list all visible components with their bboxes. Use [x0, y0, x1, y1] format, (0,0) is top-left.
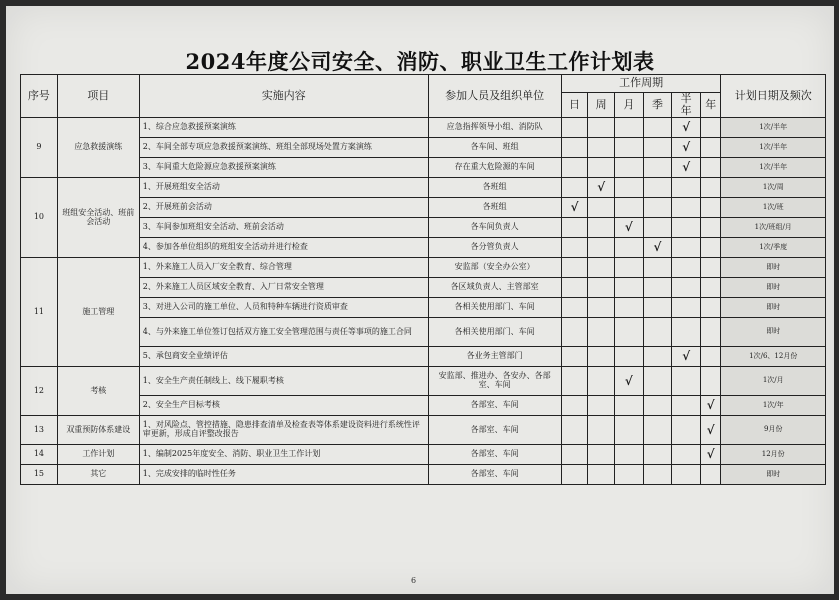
table-row	[21, 138, 826, 158]
row-participants: 各区域负责人、主管部室	[428, 278, 561, 298]
check-mark-icon: √	[614, 367, 643, 396]
cycle-cell	[588, 416, 615, 445]
row-participants: 应急指挥领导小组、消防队	[428, 118, 561, 138]
table-row	[21, 158, 826, 178]
row-participants: 安监部（安全办公室）	[428, 258, 561, 278]
table-row	[21, 198, 826, 218]
cycle-cell	[561, 258, 588, 278]
table-row	[21, 258, 826, 278]
row-schedule: 即时	[721, 278, 826, 298]
cycle-cell	[561, 445, 588, 465]
cycle-cell	[643, 158, 672, 178]
row-item: 班组安全活动、班前会活动	[57, 178, 139, 258]
row-schedule: 1次/月	[721, 367, 826, 396]
cycle-cell	[672, 416, 701, 445]
cycle-cell	[588, 118, 615, 138]
cycle-cell	[614, 118, 643, 138]
row-content: 3、车间重大危险源应急救援预案演练	[139, 158, 428, 178]
row-participants: 各相关使用部门、车间	[428, 318, 561, 347]
cycle-cell	[701, 138, 721, 158]
cycle-cell	[561, 278, 588, 298]
cycle-cell	[672, 198, 701, 218]
cycle-cell	[588, 465, 615, 485]
header-cycle-halfyear: 半年	[672, 93, 701, 118]
header-cycle-week: 周	[588, 93, 615, 118]
cycle-cell	[561, 158, 588, 178]
cycle-cell	[588, 445, 615, 465]
cycle-cell	[672, 238, 701, 258]
table-row	[21, 367, 826, 396]
check-mark-icon: √	[614, 218, 643, 238]
row-item: 工作计划	[57, 445, 139, 465]
row-content: 2、外来施工人员区域安全教育、入厂日常安全管理	[139, 278, 428, 298]
row-participants: 各部室、车间	[428, 465, 561, 485]
row-schedule: 1次/季度	[721, 238, 826, 258]
cycle-cell	[701, 367, 721, 396]
check-mark-icon: √	[701, 416, 721, 445]
cycle-cell	[561, 396, 588, 416]
cycle-cell	[561, 238, 588, 258]
row-participants: 各相关使用部门、车间	[428, 298, 561, 318]
table-row	[21, 416, 826, 445]
cycle-cell	[588, 238, 615, 258]
header-participants: 参加人员及组织单位	[428, 75, 561, 118]
row-seq: 9	[21, 118, 58, 178]
check-mark-icon: √	[643, 238, 672, 258]
cycle-cell	[672, 318, 701, 347]
cycle-cell	[643, 178, 672, 198]
cycle-cell	[701, 298, 721, 318]
cycle-cell	[672, 367, 701, 396]
row-participants: 各班组	[428, 198, 561, 218]
row-seq: 12	[21, 367, 58, 416]
check-mark-icon: √	[672, 138, 701, 158]
row-schedule: 即时	[721, 258, 826, 278]
table-row	[21, 298, 826, 318]
row-schedule: 12月份	[721, 445, 826, 465]
cycle-cell	[588, 198, 615, 218]
header-content: 实施内容	[139, 75, 428, 118]
cycle-cell	[672, 178, 701, 198]
cycle-cell	[614, 416, 643, 445]
cycle-cell	[701, 258, 721, 278]
cycle-cell	[588, 347, 615, 367]
header-schedule: 计划日期及频次	[721, 75, 826, 118]
header-cycle-year: 年	[701, 93, 721, 118]
check-mark-icon: √	[672, 347, 701, 367]
row-item: 双重预防体系建设	[57, 416, 139, 445]
cycle-cell	[614, 278, 643, 298]
cycle-cell	[672, 258, 701, 278]
row-content: 1、对风险点、管控措施、隐患排查清单及检查表等体系建设资料进行系统性评审更新，形成自评整改报告	[139, 416, 428, 445]
cycle-cell	[588, 318, 615, 347]
row-participants: 各部室、车间	[428, 445, 561, 465]
cycle-cell	[701, 118, 721, 138]
cycle-cell	[614, 318, 643, 347]
row-schedule: 即时	[721, 318, 826, 347]
row-content: 5、承包商安全业绩评估	[139, 347, 428, 367]
cycle-cell	[614, 465, 643, 485]
cycle-cell	[614, 158, 643, 178]
cycle-cell	[614, 298, 643, 318]
row-content: 3、车间参加班组安全活动、班前会活动	[139, 218, 428, 238]
check-mark-icon: √	[561, 198, 588, 218]
row-item: 施工管理	[57, 258, 139, 367]
row-content: 4、与外来施工单位签订包括双方施工安全管理范围与责任等事项的施工合同	[139, 318, 428, 347]
cycle-cell	[588, 158, 615, 178]
row-seq: 11	[21, 258, 58, 367]
header-item: 项目	[57, 75, 139, 118]
row-seq: 10	[21, 178, 58, 258]
cycle-cell	[701, 318, 721, 347]
table-row	[21, 318, 826, 347]
row-content: 4、参加各单位组织的班组安全活动并进行检查	[139, 238, 428, 258]
row-item: 其它	[57, 465, 139, 485]
cycle-cell	[672, 298, 701, 318]
cycle-cell	[614, 396, 643, 416]
row-participants: 安监部、推进办、各安办、各部室、车间	[428, 367, 561, 396]
row-content: 1、安全生产责任制线上、线下履职考核	[139, 367, 428, 396]
cycle-cell	[701, 238, 721, 258]
cycle-cell	[643, 465, 672, 485]
row-schedule: 1次/周	[721, 178, 826, 198]
cycle-cell	[672, 396, 701, 416]
cycle-cell	[561, 367, 588, 396]
row-item: 应急救援演练	[57, 118, 139, 178]
cycle-cell	[561, 218, 588, 238]
table-row	[21, 278, 826, 298]
row-content: 2、安全生产目标考核	[139, 396, 428, 416]
cycle-cell	[588, 278, 615, 298]
row-participants: 各班组	[428, 178, 561, 198]
header-cycle: 工作周期	[561, 75, 721, 93]
cycle-cell	[643, 118, 672, 138]
document-sheet	[6, 6, 834, 594]
cycle-cell	[701, 198, 721, 218]
cycle-cell	[643, 278, 672, 298]
cycle-cell	[588, 298, 615, 318]
cycle-cell	[672, 445, 701, 465]
cycle-cell	[614, 347, 643, 367]
cycle-cell	[561, 138, 588, 158]
check-mark-icon: √	[588, 178, 615, 198]
cycle-cell	[643, 396, 672, 416]
table-row	[21, 445, 826, 465]
cycle-cell	[588, 367, 615, 396]
row-schedule: 即时	[721, 298, 826, 318]
page-number: 6	[411, 576, 417, 585]
cycle-cell	[588, 258, 615, 278]
header-cycle-day: 日	[561, 93, 588, 118]
row-content: 1、开展班组安全活动	[139, 178, 428, 198]
check-mark-icon: √	[672, 158, 701, 178]
row-content: 1、编制2025年度安全、消防、职业卫生工作计划	[139, 445, 428, 465]
row-schedule: 9月份	[721, 416, 826, 445]
cycle-cell	[614, 238, 643, 258]
header-cycle-month: 月	[614, 93, 643, 118]
cycle-cell	[643, 445, 672, 465]
row-content: 3、对进入公司的施工单位、人员和特种车辆进行资质审查	[139, 298, 428, 318]
row-schedule: 1次/班	[721, 198, 826, 218]
cycle-cell	[643, 218, 672, 238]
check-mark-icon: √	[672, 118, 701, 138]
cycle-cell	[614, 258, 643, 278]
row-schedule: 即时	[721, 465, 826, 485]
row-item: 考核	[57, 367, 139, 416]
row-participants: 各车间负责人	[428, 218, 561, 238]
table-row	[21, 218, 826, 238]
table-body	[21, 118, 826, 485]
cycle-cell	[561, 416, 588, 445]
cycle-cell	[561, 347, 588, 367]
cycle-cell	[614, 198, 643, 218]
cycle-cell	[561, 118, 588, 138]
cycle-cell	[643, 347, 672, 367]
check-mark-icon: √	[701, 445, 721, 465]
row-seq: 13	[21, 416, 58, 445]
row-schedule: 1次/6、12月份	[721, 347, 826, 367]
row-content: 2、开展班前会活动	[139, 198, 428, 218]
cycle-cell	[561, 465, 588, 485]
cycle-cell	[588, 138, 615, 158]
cycle-cell	[701, 218, 721, 238]
row-schedule: 1次/班组/月	[721, 218, 826, 238]
row-seq: 15	[21, 465, 58, 485]
row-seq: 14	[21, 445, 58, 465]
document-title: 2024年度公司安全、消防、职业卫生工作计划表	[185, 49, 655, 74]
row-content: 1、外来施工人员入厂安全教育、综合管理	[139, 258, 428, 278]
cycle-cell	[701, 278, 721, 298]
row-participants: 各部室、车间	[428, 416, 561, 445]
row-participants: 各部室、车间	[428, 396, 561, 416]
cycle-cell	[701, 178, 721, 198]
cycle-cell	[701, 158, 721, 178]
header-seq: 序号	[21, 75, 58, 118]
cycle-cell	[643, 138, 672, 158]
table-row	[21, 178, 826, 198]
table-row	[21, 238, 826, 258]
cycle-cell	[701, 465, 721, 485]
row-content: 2、车间全部专项应急救援预案演练、班组全部现场处置方案演练	[139, 138, 428, 158]
cycle-cell	[561, 298, 588, 318]
table-row	[21, 396, 826, 416]
cycle-cell	[643, 198, 672, 218]
cycle-cell	[643, 258, 672, 278]
row-content: 1、综合应急救援预案演练	[139, 118, 428, 138]
cycle-cell	[614, 178, 643, 198]
cycle-cell	[588, 396, 615, 416]
row-participants: 各业务主管部门	[428, 347, 561, 367]
header-cycle-quarter: 季	[643, 93, 672, 118]
cycle-cell	[614, 445, 643, 465]
table-row	[21, 118, 826, 138]
row-schedule: 1次/半年	[721, 158, 826, 178]
cycle-cell	[672, 218, 701, 238]
cycle-cell	[643, 298, 672, 318]
row-participants: 各分管负责人	[428, 238, 561, 258]
cycle-cell	[701, 347, 721, 367]
cycle-cell	[561, 318, 588, 347]
cycle-cell	[561, 178, 588, 198]
row-schedule: 1次/半年	[721, 138, 826, 158]
work-plan-table	[20, 74, 826, 485]
cycle-cell	[672, 278, 701, 298]
table-row	[21, 347, 826, 367]
cycle-cell	[588, 218, 615, 238]
cycle-cell	[672, 465, 701, 485]
cycle-cell	[614, 138, 643, 158]
cycle-cell	[643, 318, 672, 347]
cycle-cell	[643, 416, 672, 445]
row-schedule: 1次/半年	[721, 118, 826, 138]
row-content: 1、完成安排的临时性任务	[139, 465, 428, 485]
row-participants: 存在重大危险源的车间	[428, 158, 561, 178]
table-row	[21, 465, 826, 485]
table-header	[21, 75, 826, 118]
row-participants: 各车间、班组	[428, 138, 561, 158]
cycle-cell	[643, 367, 672, 396]
check-mark-icon: √	[701, 396, 721, 416]
row-schedule: 1次/年	[721, 396, 826, 416]
